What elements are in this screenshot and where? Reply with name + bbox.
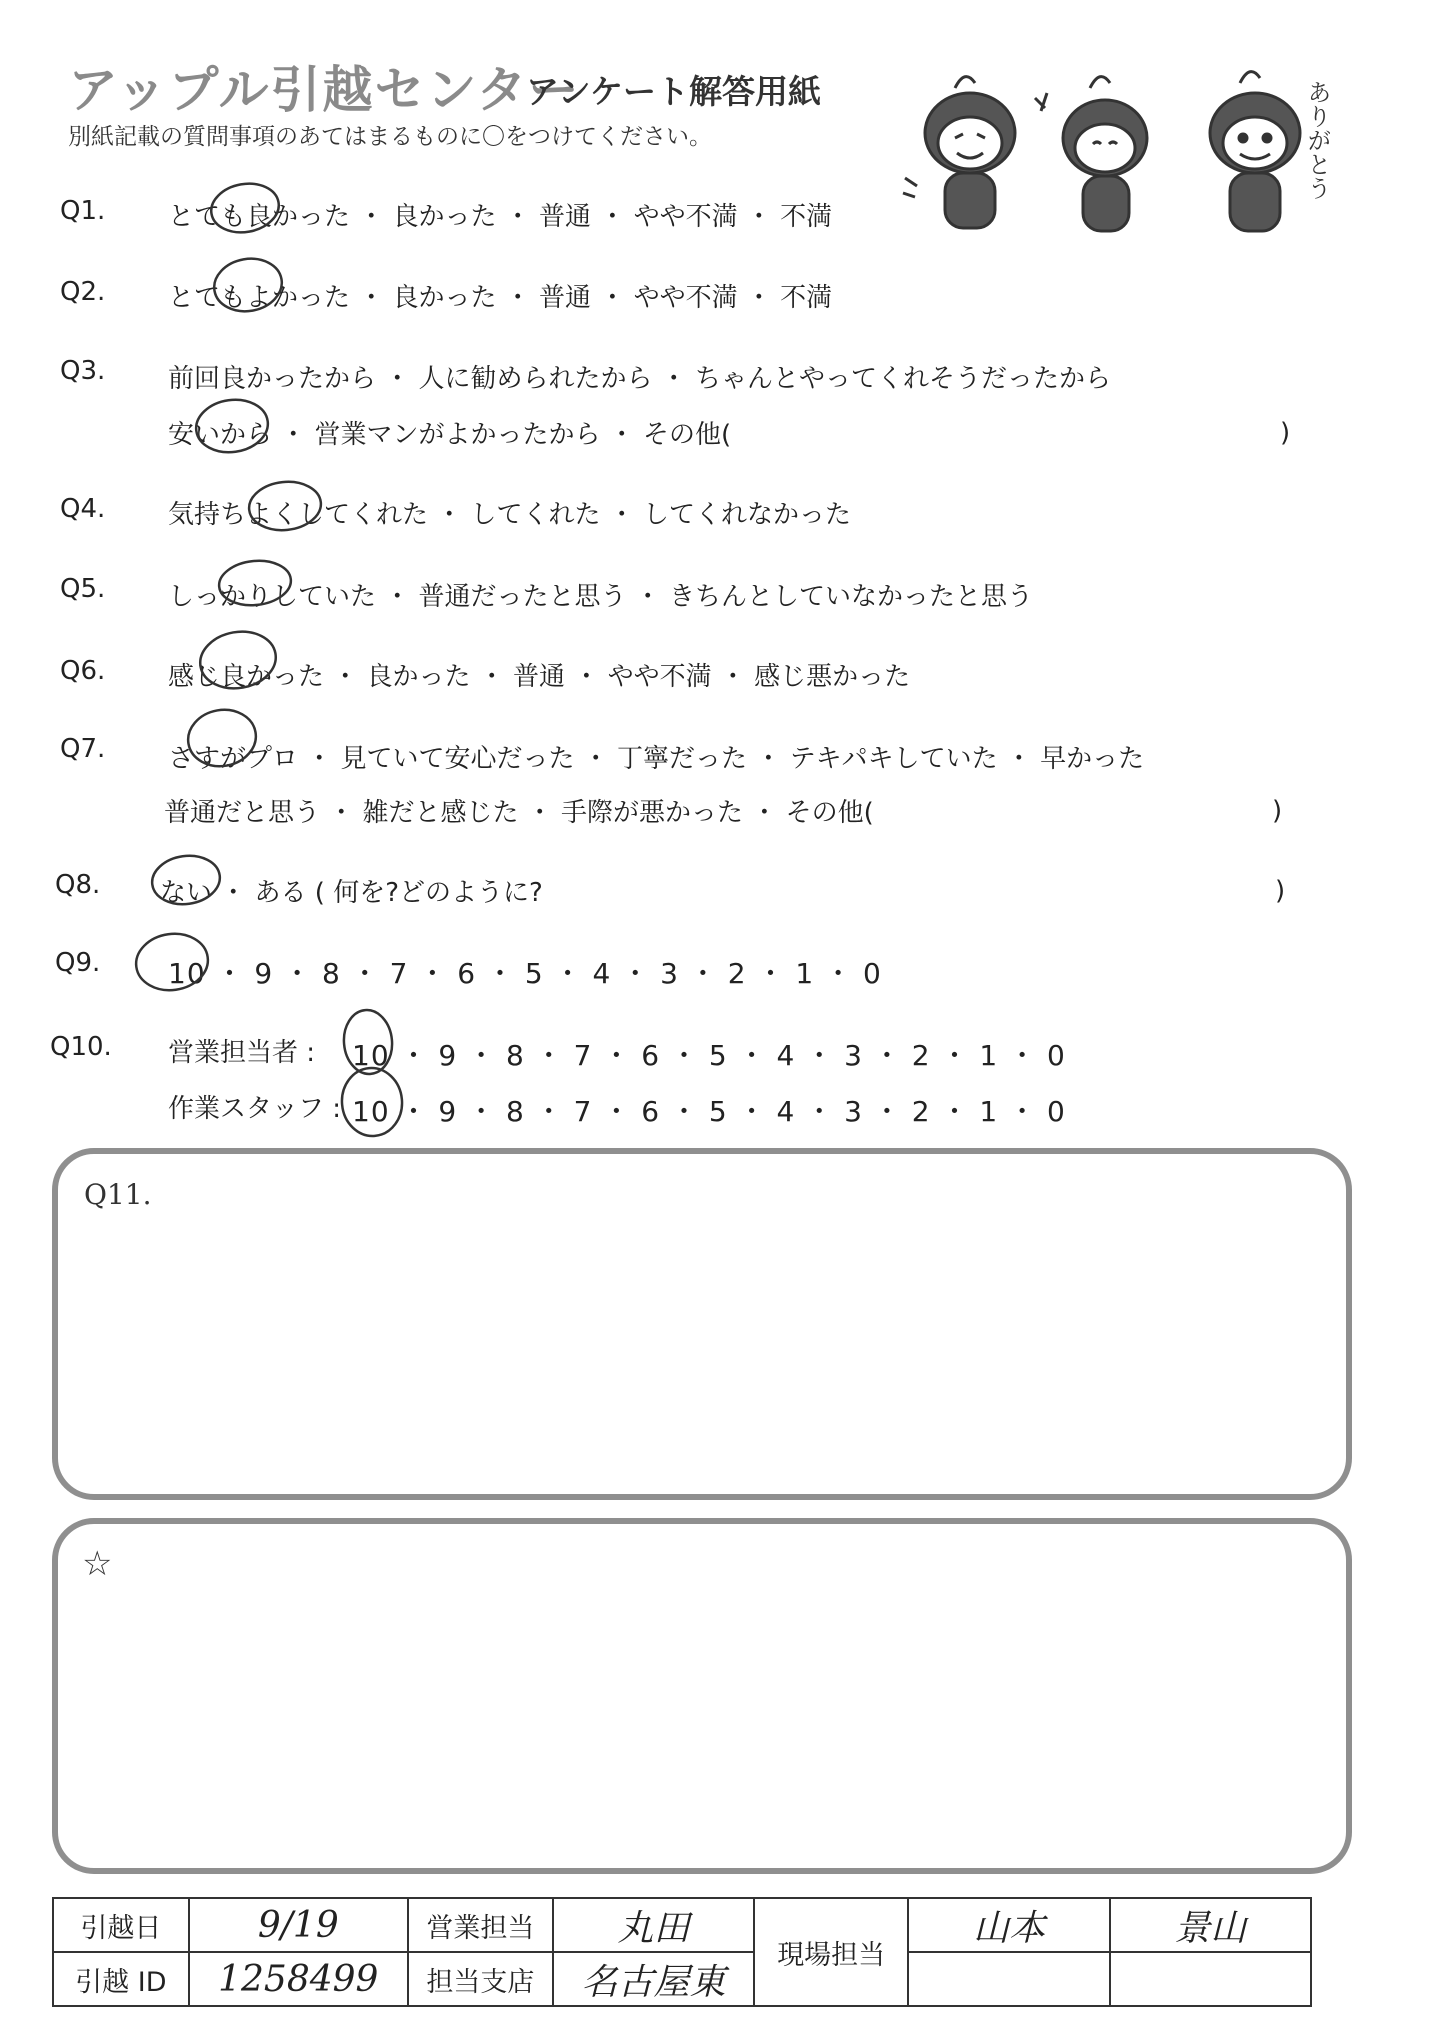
q1-circle-mark	[207, 178, 282, 237]
q9-label: Q9.	[55, 948, 101, 978]
q3-label: Q3.	[60, 356, 106, 386]
q3-circle-mark	[193, 395, 272, 457]
q4-options: 気持ちよくしてくれた ・ してくれた ・ してくれなかった	[168, 500, 852, 530]
move-date-label: 引越日	[53, 1898, 189, 1952]
form-title: アンケート解答用紙	[526, 72, 822, 111]
branch-label: 担当支店	[408, 1952, 553, 2006]
site-rep-value-2: 景山	[1110, 1898, 1311, 1952]
q7-close-paren: )	[1272, 796, 1283, 826]
q2-label: Q2.	[60, 277, 106, 307]
q1-label: Q1.	[60, 196, 106, 226]
q10-staff-scale: 10 ・ 9 ・ 8 ・ 7 ・ 6 ・ 5 ・ 4 ・ 3 ・ 2 ・ 1 ・ 0	[352, 1095, 1066, 1128]
move-id-value: 1258499	[189, 1952, 408, 2006]
q2-circle-mark	[210, 253, 286, 316]
sales-rep-label: 営業担当	[408, 1898, 553, 1952]
move-info-table	[52, 1897, 1312, 2007]
q5-options: しっかりしていた ・ 普通だったと思う ・ きちんとしていなかったと思う	[168, 582, 1034, 612]
instruction-text: 別紙記載の質問事項のあてはまるものに〇をつけてください。	[68, 124, 712, 150]
q8-close-paren: )	[1275, 876, 1286, 906]
q2-options: とてもよかった ・ 良かった ・ 普通 ・ やや不満 ・ 不満	[168, 283, 833, 313]
move-date-value: 9/19	[189, 1898, 408, 1952]
site-rep-empty-cell-1	[908, 1952, 1109, 2006]
q6-options: 感じ良かった ・ 良かった ・ 普通 ・ やや不満 ・ 感じ悪かった	[168, 662, 911, 692]
q10-sales-scale: 10 ・ 9 ・ 8 ・ 7 ・ 6 ・ 5 ・ 4 ・ 3 ・ 2 ・ 1 ・ 0	[352, 1039, 1066, 1072]
q7-options-line1: さすがプロ ・ 見ていて安心だった ・ 丁寧だった ・ テキパキしていた ・ 早かった	[168, 744, 1145, 774]
q4-label: Q4.	[60, 494, 106, 524]
q3-options-line1: 前回良かったから ・ 人に勧められたから ・ ちゃんとやってくれそうだったから	[168, 364, 1112, 394]
q10-sales-circle-mark	[341, 1008, 394, 1076]
arigatou-text: ありがとう	[1303, 80, 1331, 200]
star-comment-box[interactable]	[52, 1518, 1352, 1874]
q1-options: とても良かった ・ 良かった ・ 普通 ・ やや不満 ・ 不満	[168, 202, 833, 232]
q10-sales-label: 営業担当者 :	[168, 1038, 316, 1068]
site-rep-value-1: 山本	[908, 1898, 1109, 1952]
q11-comment-box[interactable]	[52, 1148, 1352, 1500]
q7-options-line2: 普通だと思う ・ 雑だと感じた ・ 手際が悪かった ・ その他(	[164, 798, 874, 828]
q5-circle-mark	[217, 557, 293, 608]
q7-label: Q7.	[60, 734, 106, 764]
sales-rep-value: 丸田	[553, 1898, 754, 1952]
q3-close-paren: )	[1280, 418, 1291, 448]
q10-staff-circle-mark	[339, 1066, 405, 1139]
q6-circle-mark	[196, 626, 281, 694]
company-title: アップル引越センター	[68, 61, 581, 119]
site-rep-label: 現場担当	[754, 1898, 908, 2006]
q10-staff-label: 作業スタッフ :	[168, 1094, 342, 1124]
q3-options-line2: 安いから ・ 営業マンがよかったから ・ その他(	[168, 420, 732, 450]
q8-circle-mark	[149, 852, 223, 909]
q4-circle-mark	[247, 478, 324, 533]
star-box-label: ☆	[82, 1544, 113, 1584]
q11-box-label: Q11.	[84, 1178, 152, 1211]
q9-scale: 10 ・ 9 ・ 8 ・ 7 ・ 6 ・ 5 ・ 4 ・ 3 ・ 2 ・ 1 ・ 0	[168, 957, 882, 990]
q5-label: Q5.	[60, 574, 106, 604]
q9-circle-mark	[132, 929, 211, 994]
site-rep-empty-cell-2	[1110, 1952, 1311, 2006]
q7-circle-mark	[184, 705, 261, 772]
move-id-label: 引越 ID	[53, 1952, 189, 2006]
q6-label: Q6.	[60, 656, 106, 686]
q8-options: ない ・ ある ( 何を?どのように?	[160, 878, 543, 908]
branch-value: 名古屋東	[553, 1952, 754, 2006]
q8-label: Q8.	[55, 870, 101, 900]
q10-label: Q10.	[50, 1032, 112, 1062]
